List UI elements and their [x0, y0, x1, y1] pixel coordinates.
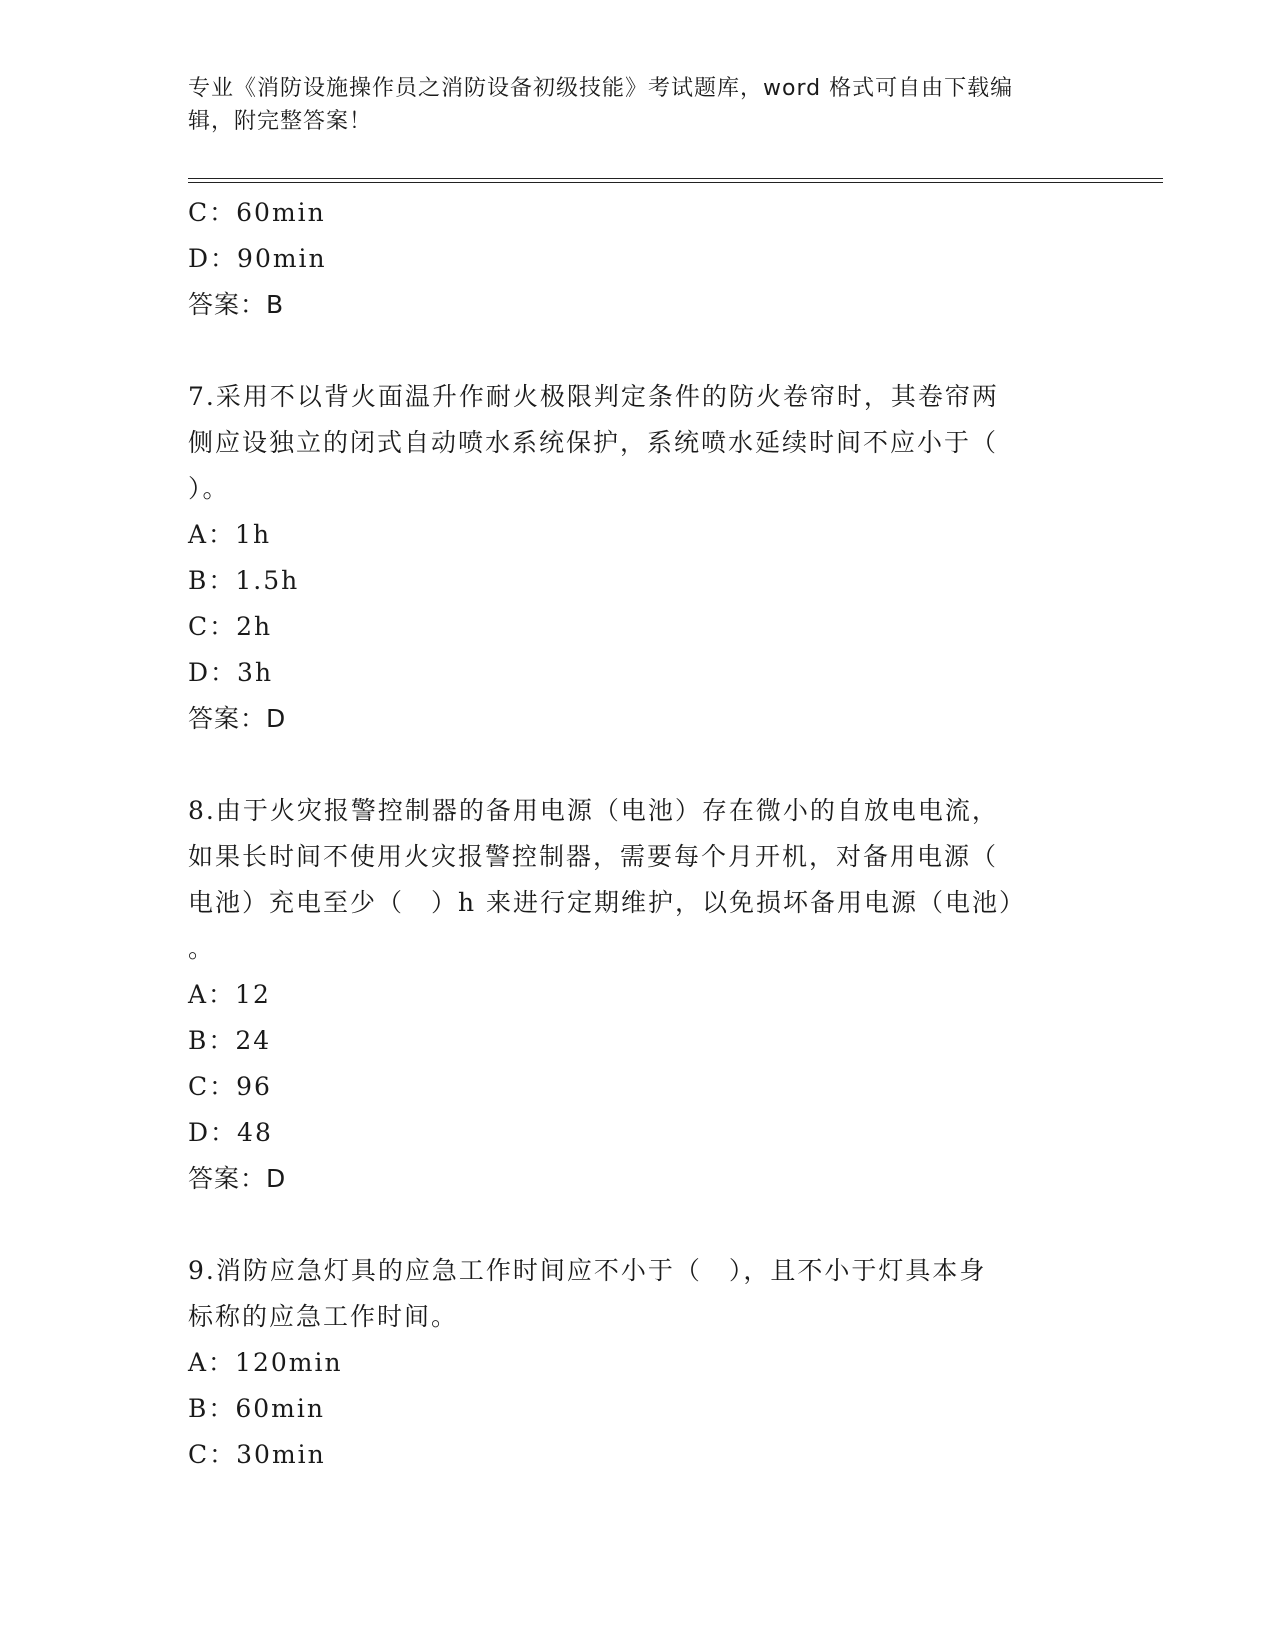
question-text-line: 标称的应急工作时间。 — [188, 1302, 459, 1331]
question-text-line: 8.由于火灾报警控制器的备用电源（电池）存在微小的自放电电流， — [188, 796, 999, 825]
option-d: D：3h — [188, 658, 274, 687]
option-a: A：12 — [188, 980, 271, 1009]
question-text-line: 7.采用不以背火面温升作耐火极限判定条件的防火卷帘时，其卷帘两 — [188, 382, 999, 411]
header-line-2: 辑，附完整答案！ — [188, 109, 373, 134]
header-line-1: 专业《消防设施操作员之消防设备初级技能》考试题库，word 格式可自由下载编 — [188, 76, 1014, 101]
question-text-line: 9.消防应急灯具的应急工作时间应不小于（ ），且不小于灯具本身 — [188, 1256, 987, 1285]
question-text-line: ）。 — [188, 474, 230, 503]
prev-question — [188, 190, 1088, 328]
question-content — [188, 190, 1088, 1478]
question-7 — [188, 374, 1088, 742]
answer-line: 答案：D — [188, 704, 287, 733]
option-d: D：48 — [188, 1118, 273, 1147]
question-text-line: 侧应设独立的闭式自动喷水系统保护，系统喷水延续时间不应小于（ — [188, 428, 999, 457]
question-text-line: 电池）充电至少（ ）h 来进行定期维护，以免损坏备用电源（电池） — [188, 888, 1027, 917]
option-b: B：1.5h — [188, 566, 300, 595]
option-c: C：60min — [188, 198, 326, 227]
question-8 — [188, 788, 1088, 1202]
option-c: C：96 — [188, 1072, 272, 1101]
option-c: C：30min — [188, 1440, 326, 1469]
question-text-line: 如果长时间不使用火灾报警控制器，需要每个月开机，对备用电源（ — [188, 842, 999, 871]
spacer — [188, 328, 1088, 374]
option-d: D：90min — [188, 244, 327, 273]
answer-line: 答案：B — [188, 290, 285, 319]
page-header — [188, 72, 1078, 138]
option-a: A：120min — [188, 1348, 343, 1377]
option-b: B：60min — [188, 1394, 325, 1423]
header-divider — [188, 178, 1163, 183]
spacer — [188, 1202, 1088, 1248]
question-9 — [188, 1248, 1088, 1478]
spacer — [188, 742, 1088, 788]
option-c: C：2h — [188, 612, 273, 641]
question-text-line: 。 — [188, 934, 216, 963]
answer-line: 答案：D — [188, 1164, 287, 1193]
option-b: B：24 — [188, 1026, 272, 1055]
option-a: A：1h — [188, 520, 272, 549]
